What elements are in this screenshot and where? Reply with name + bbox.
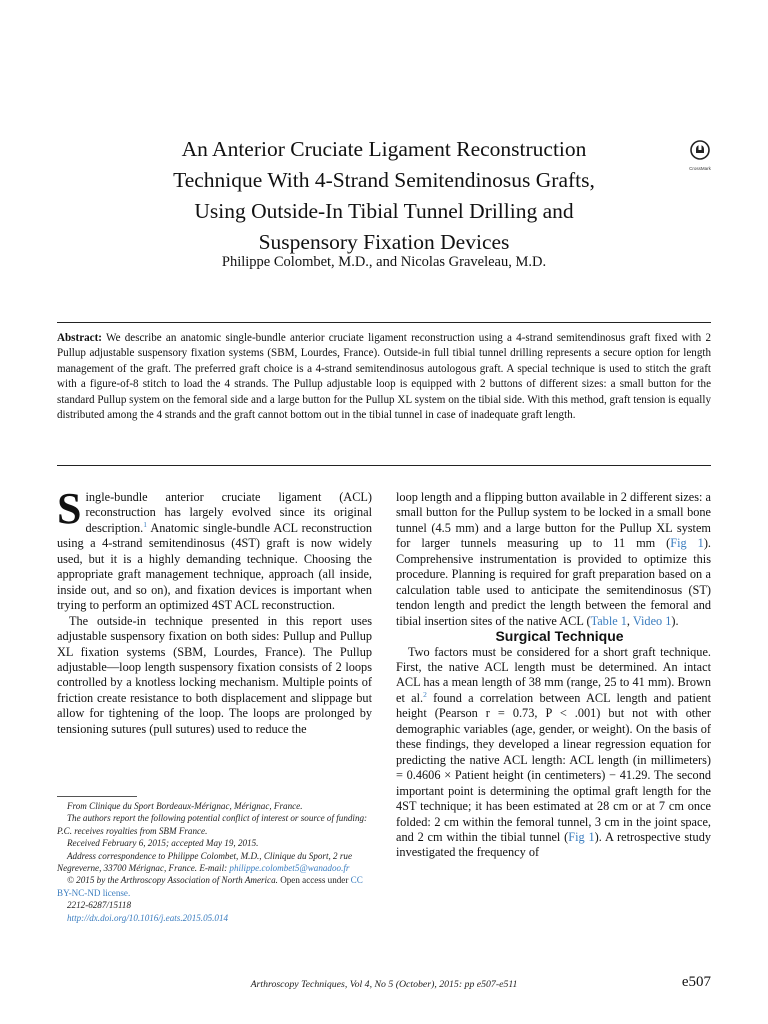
- abstract-text: We describe an anatomic single-bundle anterior cruciate ligament reconstruction using a 4-strand semitendinosus graft fixed with 2 Pullup adjustable suspensory fixation systems (SBM, Lourdes, France). Outside-in full tibial tunnel drilling represents a secure option for length management of the graft. The preferred graft choice is a 4-strand semitendinosus autologous graft. A special technique is used to stitch the graft with a figure-of-8 stitch to load the 4 strands. The Pullup adjustable loop is equipped with 2 buttons of different sizes: a small button for the standard Pullup system on the femoral side and a large button for the Pullup XL system on the tibial side. With this method, graft tension is equally distributed among the 4 strands and the graft cannot bottom out in the tibial tunnel in case of inadequate graft length.: [57, 332, 711, 422]
- copyright-text: © 2015 by the Arthroscopy Association of North America.: [67, 875, 278, 886]
- crossmark-badge[interactable]: [689, 140, 711, 171]
- crossmark-label: CrossMark: [689, 166, 711, 171]
- surgical-text: Two factors must be considered for a short graft technique. First, the native ACL length must be determined. An intact ACL has a mean length of 38 mm (range, 25 to 41 mm). Brown et al.: [396, 644, 711, 705]
- footnote-copyright: [57, 874, 375, 899]
- loop-text: loop length and a flipping button available in 2 different sizes: a small button for the Pullup system to be locked in a small bone tunnel (4.5 mm) and a large button for the Pullup XL system for larger tunnels measuring up to 11 mm (: [396, 490, 711, 551]
- correspondence-text: Address correspondence to Philippe Colombet, M.D., Clinique du Sport, 2 rue Negreverne, 33700 Mérignac, France. E-mail:: [57, 850, 352, 874]
- video-link[interactable]: Video 1: [632, 613, 672, 628]
- license-link[interactable]: CC BY-NC-ND license.: [57, 875, 363, 898]
- table-link[interactable]: Table 1: [590, 613, 627, 628]
- doi-link[interactable]: http://dx.doi.org/10.1016/j.eats.2015.05.014: [67, 912, 229, 923]
- footnote-affiliation: From Clinique du Sport Bordeaux-Mérignac, Mérignac, France.: [67, 801, 303, 811]
- separator: ,: [626, 613, 633, 628]
- paragraph-surgical: [396, 645, 711, 861]
- title-line: Suspensory Fixation Devices: [258, 230, 510, 254]
- abstract: [57, 331, 711, 423]
- intro-text: ingle-bundle anterior cruciate ligament (ACL) reconstruction has largely evolved since its original description.: [85, 490, 372, 535]
- article-title: [100, 134, 668, 258]
- page-number: e507: [681, 974, 711, 990]
- section-heading: Surgical Technique: [495, 628, 624, 645]
- abstract-label: Abstract:: [57, 332, 102, 344]
- abstract-bottom-rule: [57, 465, 711, 466]
- title-line: An Anterior Cruciate Ligament Reconstruction: [181, 137, 587, 161]
- footnote-conflict: The authors report the following potential conflict of interest or source of funding: P.C. receives royalties from SBM France.: [57, 813, 368, 836]
- abstract-top-rule: [57, 322, 711, 323]
- email-link[interactable]: philippe.colombet5@wanadoo.fr: [229, 863, 350, 874]
- crossmark-icon: [690, 140, 710, 160]
- body-column-left: [57, 484, 372, 737]
- paragraph-outside-in: The outside-in technique presented in this report uses adjustable suspensory fixation on both sides: Pullup and Pullup XL fixation systems (SBM, Lourdes, France). The Pullup adjustable—loop length suspensory fixation consists of 2 loops controlled by a knotless locking mechanism. Multiple points of friction create resistance to both displacement and slippage but allow for tightening of the loop. The loops are prolonged by tensioning sutures (pull sutures) used to reduce the: [57, 613, 372, 736]
- footnotes: [57, 800, 375, 924]
- footnote-issn: 2212-6287/15118: [67, 900, 131, 911]
- footnote-dates: Received February 6, 2015; accepted May 19, 2015.: [67, 838, 259, 849]
- surgical-text-end: ). A retrospective study investigated the frequency of: [396, 829, 711, 860]
- loop-text-cont: ). Comprehensive instrumentation is provided to optimize this procedure. Planning is required for graft preparation based on a calculation table used to anticipate the semitendinosus (ST) tendon length and predict the length between the femoral and tibial insertion sites of the native ACL (: [396, 536, 711, 628]
- intro-paragraph: [57, 484, 372, 614]
- footnote-correspondence: [57, 850, 375, 875]
- surgical-text-cont: found a correlation between ACL length and patient height (Pearson r = 0.73, P < .001) but not with other demographic variables (age, gender, or weight). On the basis of these findings, they developed a linear regression equation for predicting the native ACL length: ACL length (in millimeters) = 0.4606 × Patient height (in centimeters) − 41.29. The second important point is determining the optimal graft length for the 4ST technique; it has been estimated at 28 cm or at 7 cm once folded: 2 cm within the femoral tunnel, 3 cm in the joint space, and 2 cm within the tibial tunnel (: [396, 690, 711, 844]
- journal-footer: Arthroscopy Techniques, Vol 4, No 5 (October), 2015: pp e507-e511: [250, 979, 518, 990]
- body-column-right: [396, 490, 711, 861]
- open-access-text: Open access under: [277, 875, 351, 886]
- intro-text-cont: Anatomic single-bundle ACL reconstruction using a 4-strand semitendinosus (4ST) graft is now widely used, but it is a highly demanding technique. Choosing the appropriate graft management technique, approach (all inside, inside out, and so on), and fixation devices is important when trying to perform an optimized 4ST ACL reconstruction.: [57, 520, 372, 613]
- paragraph-loop: [396, 490, 711, 629]
- citation-ref[interactable]: 1: [143, 519, 147, 529]
- figure-link[interactable]: Fig 1: [568, 829, 595, 844]
- title-line: Using Outside-In Tibial Tunnel Drilling and: [194, 199, 574, 223]
- citation-ref[interactable]: 2: [423, 689, 427, 699]
- footnote-rule: [57, 796, 137, 797]
- drop-cap: S: [57, 484, 82, 533]
- author-list: Philippe Colombet, M.D., and Nicolas Graveleau, M.D.: [221, 254, 547, 270]
- title-line: Technique With 4-Strand Semitendinosus Grafts,: [173, 168, 595, 192]
- loop-text-end: ).: [671, 613, 679, 628]
- figure-link[interactable]: Fig 1: [670, 536, 704, 551]
